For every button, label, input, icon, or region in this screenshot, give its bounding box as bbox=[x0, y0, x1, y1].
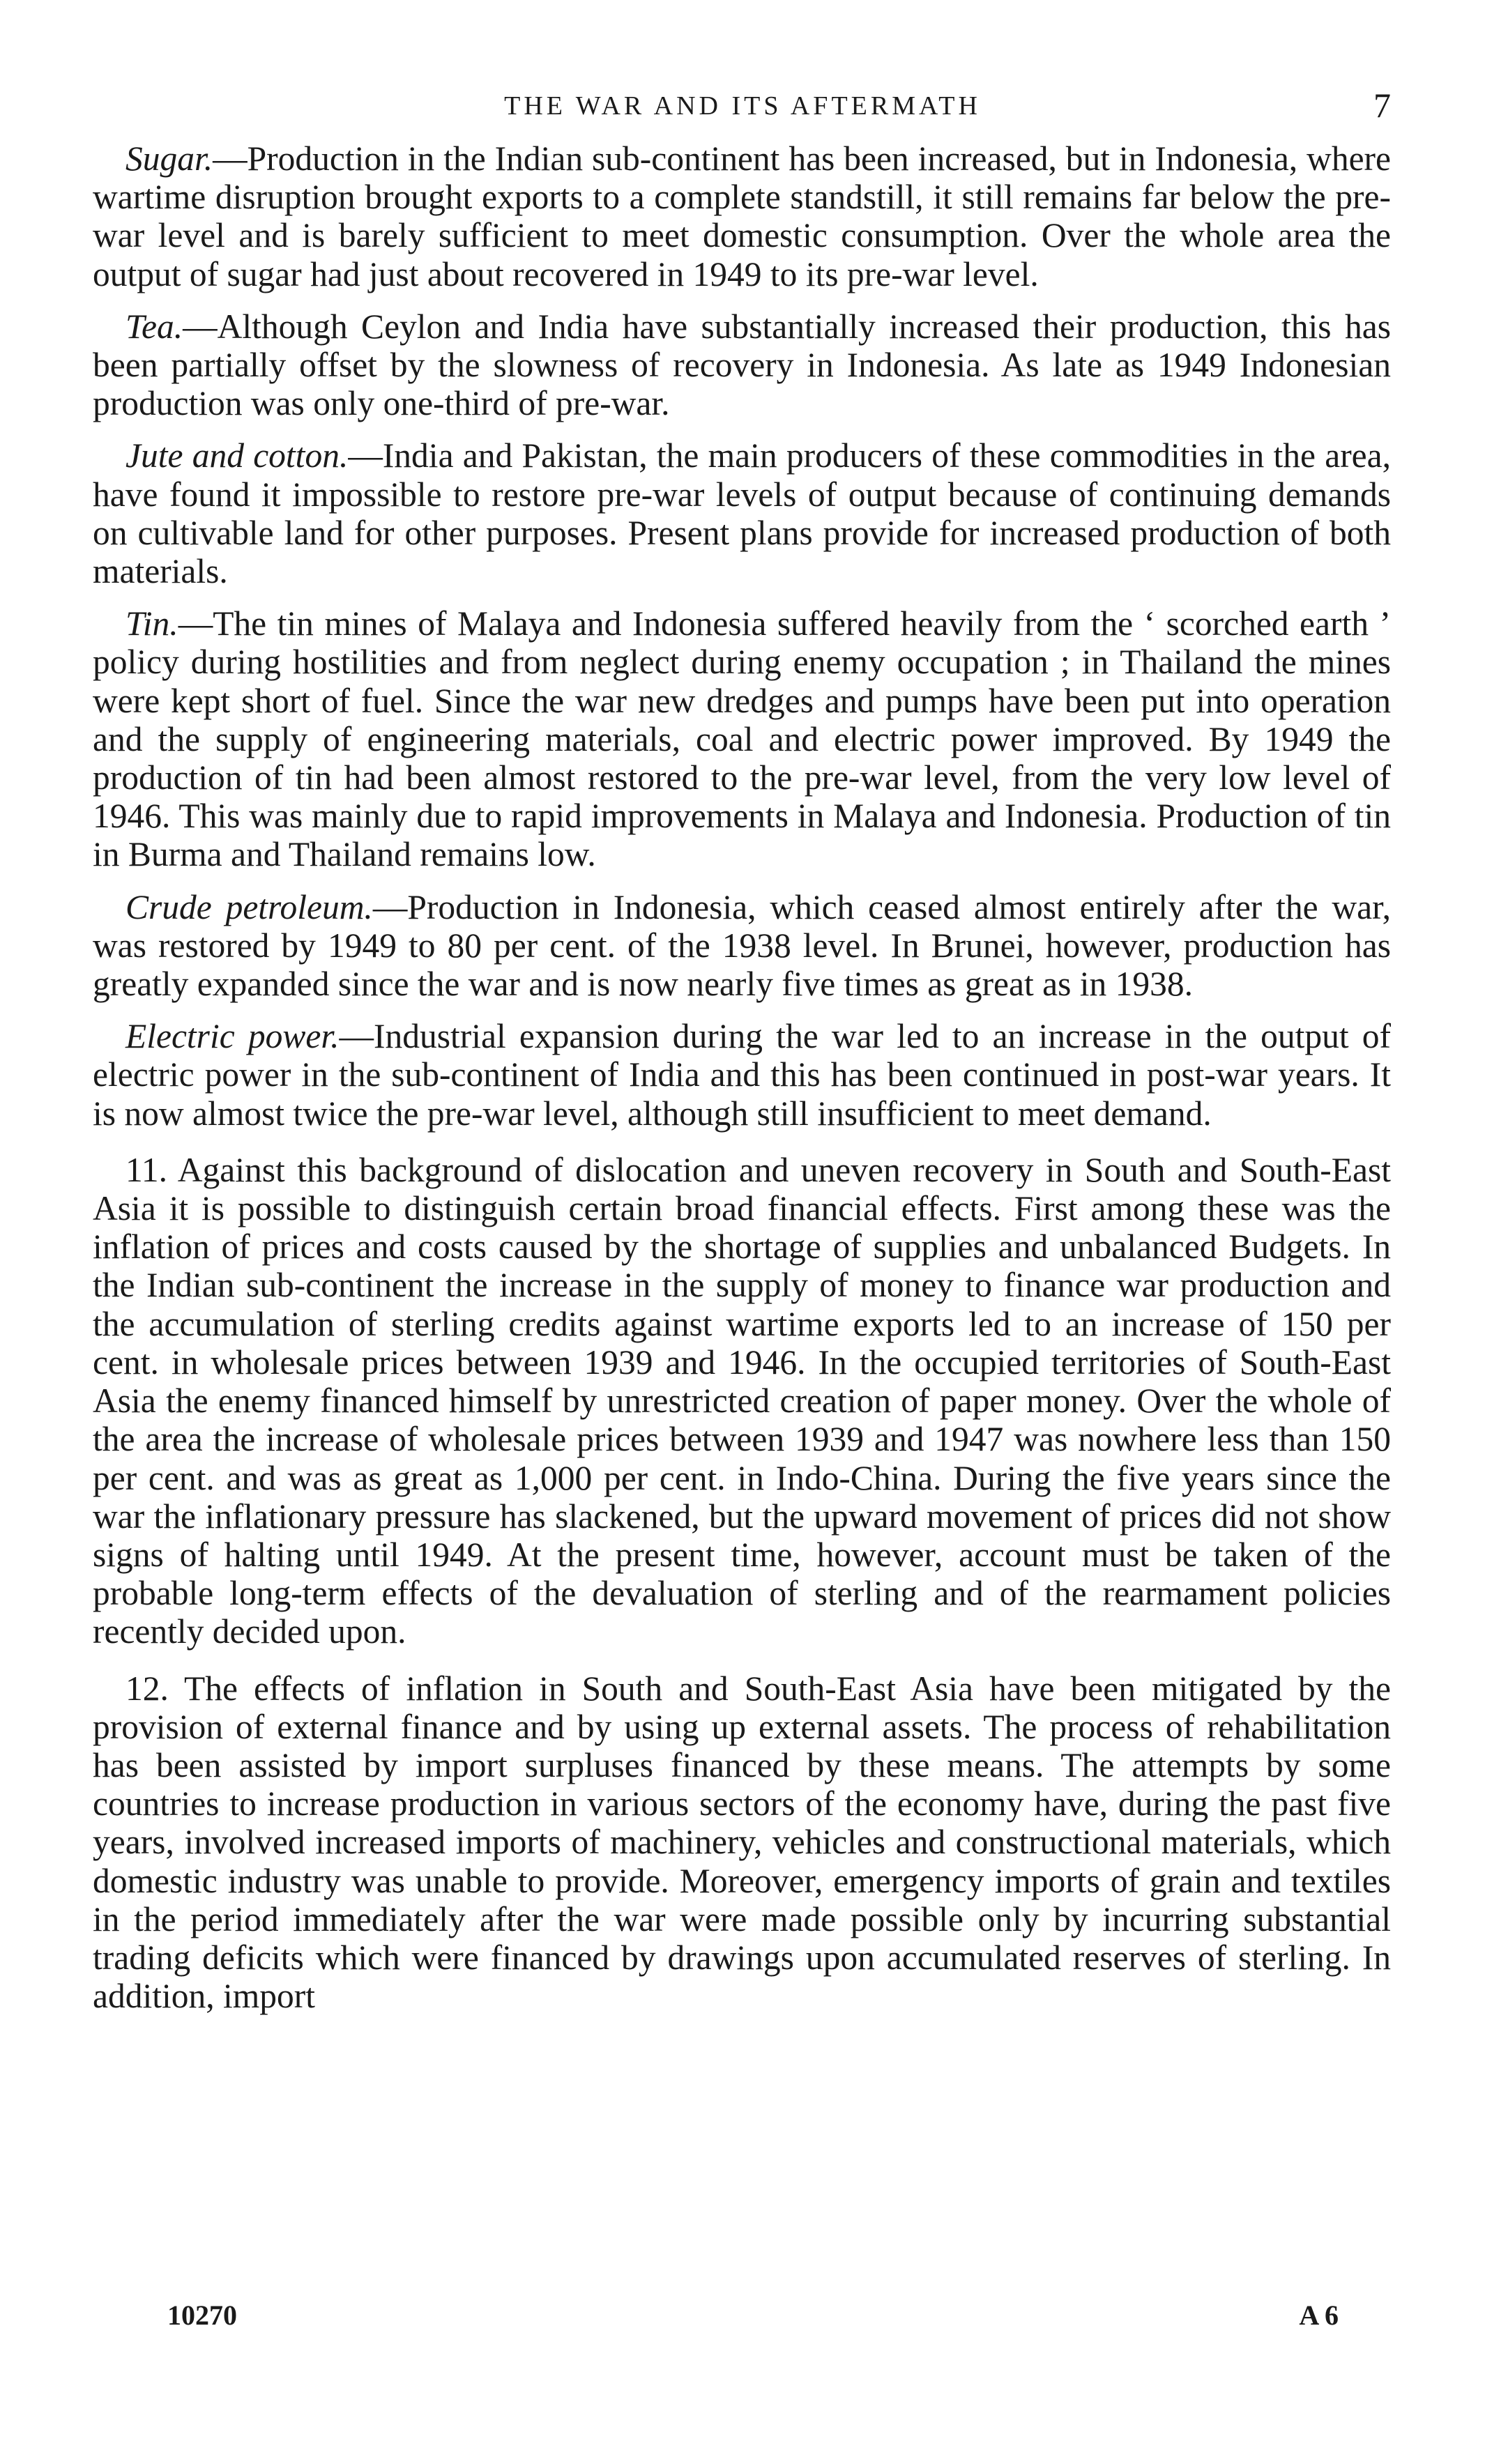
paragraph-electric-power bbox=[93, 1017, 1391, 1133]
paragraph-text-jute-cotton: —India and Pakistan, the main producers of these commodities in the area, have found it impossible to restore pre-war levels of output because of continuing demands on cultivable land for other purposes. Present plans provide for increased production of both materials. bbox=[93, 436, 1392, 591]
paragraph-sugar bbox=[93, 139, 1391, 293]
paragraph-text-electric-power: —Industrial expansion during the war led to an increase in the output of electric power in the sub-continent of India and this has been continued in post-war years. It is now almost twice the pre-war level, although still insufficient to meet demand. bbox=[93, 1017, 1392, 1133]
paragraph-tea bbox=[93, 307, 1391, 423]
paragraph-crude-petroleum bbox=[93, 888, 1391, 1004]
paragraph-text-tea: —Although Ceylon and India have substantially increased their production, this has been partially offset by the slowness of recovery in Indonesia. As late as 1949 Indonesian production was only one-third of pre-war. bbox=[93, 307, 1391, 423]
run-in-heading-jute-cotton: Jute and cotton. bbox=[125, 436, 349, 475]
print-code: 10270 bbox=[167, 2300, 237, 2331]
run-in-heading-electric-power: Electric power. bbox=[125, 1017, 340, 1056]
run-in-heading-sugar: Sugar. bbox=[125, 139, 213, 178]
paragraph-11 bbox=[93, 1151, 1391, 1651]
paragraph-text-crude-petroleum: —Production in Indonesia, which ceased almost entirely after the war, was restored by 1949 to 80 per cent. of the 1938 level. In Brunei, however, production has greatly expanded since the war and is now nearly five times as great as in 1938. bbox=[93, 887, 1391, 1004]
paragraph-text-12: 12. The effects of inflation in South and South-East Asia have been mitigated by the provision of external finance and by using up external assets. The process of rehabilitation has been assisted by import surpluses financed by these means. The attempts by some countries to increase production in various sectors of the economy have, during the past five years, involved increased imports of machinery, vehicles and constructional materials, which domestic industry was unable to provide. Moreover, emergency imports of grain and textiles in the period immediately after the war were made possible only by incurring substantial trading deficits which were financed by drawings upon accumulated reserves of sterling. In addition, import bbox=[93, 1669, 1391, 2016]
paragraph-text-11: 11. Against this background of dislocation and uneven recovery in South and South-East Asia it is possible to distinguish certain broad financial effects. First among these was the inflation of prices and costs caused by the shortage of supplies and unbalanced Budgets. In the Indian sub-continent the increase in the supply of money to finance war production and the accumulation of sterling credits against wartime exports led to an increase of 150 per cent. in wholesale prices between 1939 and 1946. In the occupied territories of South-East Asia the enemy financed himself by unrestricted creation of paper money. Over the whole of the area the increase of wholesale prices between 1939 and 1947 was nowhere less than 150 per cent. and was as great as 1,000 per cent. in Indo-China. During the five years since the war the inflationary pressure has slackened, but the upward movement of prices did not show signs of halting until 1949. At the present time, however, account must be taken of the probable long-term effects of the devaluation of sterling and of the rearmament policies recently decided upon. bbox=[93, 1150, 1391, 1651]
paragraph-text-tin: —The tin mines of Malaya and Indonesia suffered heavily from the ‘ scorched earth ’ policy during hostilities and from neglect during enemy occupation ; in Thailand the mines were kept short of fuel. Since the war new dredges and pumps have been put into operation and the supply of engineering materials, coal and electric power improved. By 1949 the production of tin had been almost restored to the pre-war level, from the very low level of 1946. This was mainly due to rapid improvements in Malaya and Indonesia. Production of tin in Burma and Thailand remains low. bbox=[93, 604, 1391, 874]
paragraph-12 bbox=[93, 1669, 1391, 2016]
page-footer bbox=[167, 2299, 1339, 2341]
run-in-heading-tin: Tin. bbox=[125, 604, 178, 643]
running-title: THE WAR AND ITS AFTERMATH bbox=[504, 91, 981, 121]
page-header bbox=[94, 85, 1391, 134]
page-number: 7 bbox=[1373, 86, 1391, 125]
paragraph-text-sugar: —Production in the Indian sub-continent has been increased, but in Indonesia, where wartime disruption brought exports to a complete standstill, it still remains far below the pre-war level and is barely sufficient to meet domestic consumption. Over the whole area the output of sugar had just about recovered in 1949 to its pre-war level. bbox=[93, 139, 1391, 293]
run-in-heading-crude-petroleum: Crude petroleum. bbox=[125, 887, 373, 926]
signature-mark: A 6 bbox=[1299, 2300, 1339, 2331]
paragraph-tin bbox=[93, 604, 1391, 873]
paragraph-jute-cotton bbox=[93, 436, 1391, 590]
body-text bbox=[93, 139, 1391, 2015]
run-in-heading-tea: Tea. bbox=[125, 307, 183, 346]
